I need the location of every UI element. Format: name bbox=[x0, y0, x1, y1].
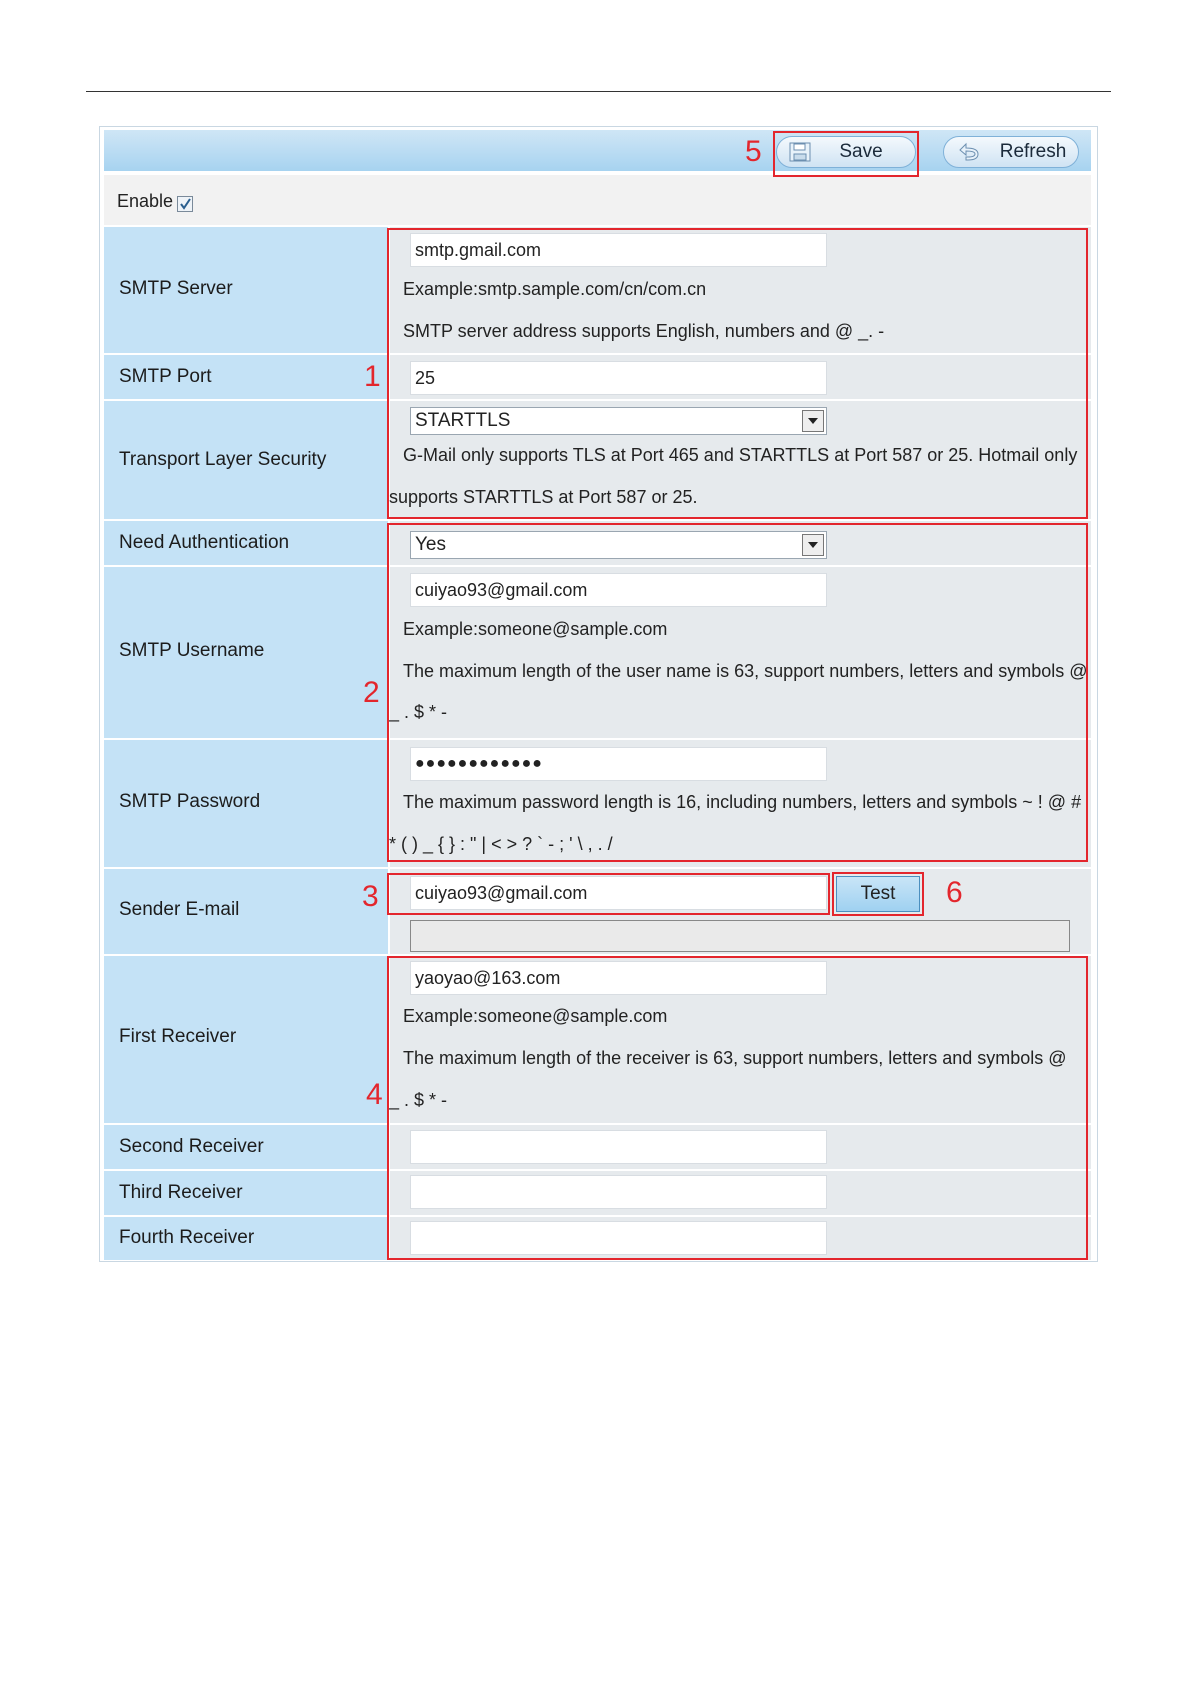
first-receiver-example: Example:someone@sample.com bbox=[403, 1006, 668, 1026]
smtp-password-hint-line1: The maximum password length is 16, including numbers, letters and symbols ~ ! @ # bbox=[403, 792, 1082, 812]
first-receiver-input[interactable]: yaoyao@163.com bbox=[410, 961, 827, 995]
callout-box-save bbox=[773, 131, 919, 177]
smtp-username-label: SMTP Username bbox=[119, 640, 265, 661]
sender-email-input[interactable]: cuiyao93@gmail.com bbox=[410, 876, 827, 910]
test-button[interactable]: Test bbox=[836, 876, 920, 912]
refresh-label: Refresh bbox=[999, 141, 1067, 162]
smtp-server-example: Example:smtp.sample.com/cn/com.cn bbox=[403, 279, 707, 299]
refresh-button[interactable] bbox=[943, 136, 1079, 168]
save-label: Save bbox=[839, 141, 883, 162]
callout-number-6: 6 bbox=[946, 876, 963, 909]
fourth-receiver-label: Fourth Receiver bbox=[119, 1227, 255, 1248]
callout-number-4: 4 bbox=[366, 1078, 383, 1111]
callout-box-3 bbox=[387, 873, 830, 915]
callout-number-2: 2 bbox=[363, 676, 380, 709]
smtp-server-input[interactable]: smtp.gmail.com bbox=[410, 233, 827, 267]
enable-label: Enable bbox=[117, 191, 174, 211]
tls-label: Transport Layer Security bbox=[119, 449, 327, 470]
smtp-server-label: SMTP Server bbox=[119, 278, 233, 299]
smtp-username-input[interactable]: cuiyao93@gmail.com bbox=[410, 573, 827, 607]
callout-number-3: 3 bbox=[362, 880, 379, 913]
callout-number-1: 1 bbox=[364, 360, 381, 393]
tls-hint-line1: G-Mail only supports TLS at Port 465 and STARTTLS at Port 587 or 25. Hotmail only bbox=[403, 445, 1078, 465]
smtp-port-label: SMTP Port bbox=[119, 366, 212, 387]
need-auth-label: Need Authentication bbox=[119, 532, 290, 553]
first-receiver-hint-line2: _ . $ * - bbox=[389, 1090, 448, 1110]
need-auth-select-value: Yes bbox=[415, 534, 446, 555]
first-receiver-hint-line1: The maximum length of the receiver is 63, support numbers, letters and symbols @ bbox=[403, 1048, 1067, 1068]
enable-row bbox=[104, 175, 1091, 225]
tls-select-value: STARTTLS bbox=[415, 410, 511, 431]
second-receiver-label: Second Receiver bbox=[119, 1136, 264, 1157]
callout-box-1 bbox=[387, 228, 1088, 519]
page-top-rule bbox=[86, 91, 1111, 92]
smtp-password-hint-line2: * ( ) _ { } : " | < > ? ` - ; ' \ , . / bbox=[389, 834, 613, 854]
smtp-username-hint-line1: The maximum length of the user name is 63, support numbers, letters and symbols @ bbox=[403, 661, 1088, 681]
sender-email-label: Sender E-mail bbox=[119, 899, 240, 920]
enable-checkbox[interactable] bbox=[177, 196, 193, 212]
smtp-username-example: Example:someone@sample.com bbox=[403, 619, 668, 639]
callout-box-4 bbox=[387, 956, 1088, 1260]
test-result-bar bbox=[410, 920, 1070, 952]
smtp-password-label: SMTP Password bbox=[119, 791, 261, 812]
smtp-server-hint: SMTP server address supports English, numbers and @ _. - bbox=[403, 321, 885, 341]
callout-box-2 bbox=[387, 523, 1088, 862]
first-receiver-label: First Receiver bbox=[119, 1026, 237, 1047]
callout-box-test bbox=[832, 872, 924, 916]
smtp-username-hint-line2: _ . $ * - bbox=[389, 702, 448, 722]
smtp-port-input[interactable]: 25 bbox=[410, 361, 827, 395]
smtp-password-input[interactable]: ●●●●●●●●●●●● bbox=[410, 747, 827, 781]
tls-hint-line2: supports STARTTLS at Port 587 or 25. bbox=[389, 487, 698, 507]
third-receiver-label: Third Receiver bbox=[119, 1182, 243, 1203]
callout-number-5: 5 bbox=[745, 135, 762, 168]
